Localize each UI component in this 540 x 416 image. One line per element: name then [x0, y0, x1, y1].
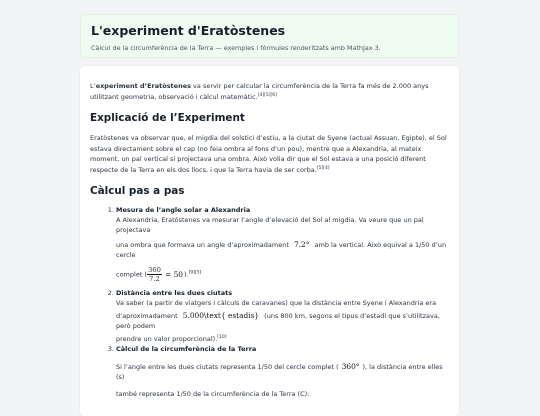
step-line: Va saber (a partir de viatgers i càlculs de caravanes) que la distància entre Syene i Alexandria era — [116, 299, 437, 307]
step-line — [116, 311, 449, 331]
step-title: 3. Càlcul de la circumferència de la Terra — [116, 345, 257, 353]
page-title: L'experiment d'Eratòstenes — [91, 23, 286, 38]
intro-refs[interactable]: [4][5][6] — [257, 92, 277, 98]
step-line — [116, 266, 449, 283]
fraction-denominator: 7.2 — [149, 275, 160, 283]
explanation-paragraph — [90, 133, 449, 175]
step-body — [116, 215, 449, 283]
section-heading-explanation: Explicació de l’Experiment — [90, 112, 245, 124]
step-line — [116, 334, 449, 344]
intro-bold: experiment d’Eratòstenes — [95, 82, 191, 90]
explanation-refs[interactable]: [5][4] — [316, 165, 330, 171]
page-subtitle: Càlcul de la circumferència de la Terra — exemples i fórmules renderitzats amb MathJax 3. — [91, 44, 381, 52]
section-heading-steps: Càlcul pas a pas — [90, 185, 185, 197]
step-text: prendre un valor proporcional). — [116, 335, 218, 343]
math-full-circle: 360° — [341, 362, 360, 371]
math-distance: 5.000\text{ estadis} — [182, 311, 260, 320]
step-body — [116, 362, 449, 399]
step-text: Si l’angle entre les dues ciutats representa 1/50 del cercle complet ( — [116, 363, 339, 371]
page-header — [80, 14, 459, 58]
step-text: una ombra que formava un angle d’aproximadament — [116, 241, 289, 249]
step-text: amb la vertical. Això equival a 1/50 d’un cercle — [116, 241, 447, 259]
step-text: ). — [183, 270, 189, 279]
list-item — [116, 289, 449, 344]
step-body — [116, 298, 449, 344]
step-line — [116, 362, 449, 382]
math-equals: = 50 — [165, 269, 183, 279]
step-line: també representa 1/50 de la circumferència de la Terra (C): — [116, 390, 310, 398]
steps-list — [90, 206, 449, 399]
step-refs[interactable]: [9][5] — [188, 270, 202, 276]
list-item — [116, 206, 449, 283]
step-text: d’aproximadament — [116, 312, 178, 320]
explanation-text: Eratòstenes va observar que, el migdia del solstici d’estiu, a la ciutat de Syene (actual Assuan, Egipte), el Sol estava directament sobre el cap (no feia ombra al fons d’un pou), mentre que a Alexandria, al mateix moment, un pal vertical sí projectava una ombra. Això volia dir que el Sol estava a una posició diferent respecte de la Terra en els dos llocs, i que la Terra havia de ser corba. — [90, 134, 447, 174]
list-item — [116, 345, 449, 399]
intro-text: va servir per calcular la circumferència de la Terra fa més de 2.000 anys utilitzant geometria, observació i càlcul matemàtic. — [90, 82, 429, 101]
content-card — [80, 66, 459, 416]
step-refs[interactable]: [10] — [217, 334, 227, 340]
step-title: 1. Mesura de l’angle solar a Alexandria — [116, 206, 251, 214]
step-title: 2. Distància entre les dues ciutats — [116, 289, 233, 297]
math-fraction — [147, 266, 162, 283]
intro-paragraph — [90, 81, 449, 102]
fraction-numerator: 360 — [147, 266, 161, 274]
step-line: A Alexandria, Eratòstenes va mesurar l’angle d’elevació del Sol al migdia. Va veure que un pal projectava — [116, 216, 424, 234]
intro-prefix: L’ — [90, 82, 96, 90]
step-text: (uns 800 km, segons el tipus d’estadi que s’utilitzava, però podem — [116, 312, 440, 330]
step-text: complet ( — [116, 270, 147, 279]
step-text: ), la distància entre elles (s) — [116, 363, 443, 381]
math-angle: 7.2° — [293, 240, 310, 249]
step-line — [116, 240, 449, 260]
